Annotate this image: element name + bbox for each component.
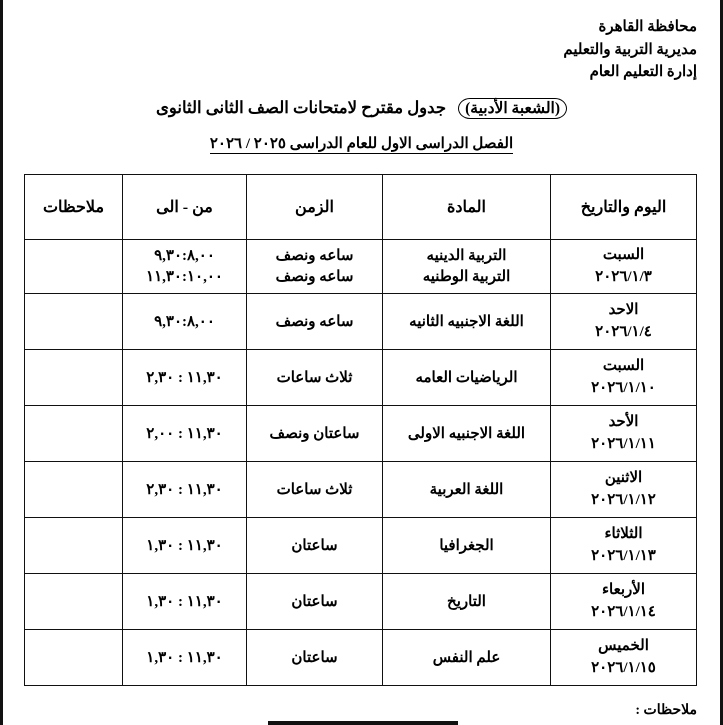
cell-time: ١١,٣٠ : ٢,٣٠ — [123, 350, 247, 406]
date-daynum: ٢٠٢٦/١/١٥ — [591, 659, 656, 676]
cell-subject: الرياضيات العامه — [383, 350, 551, 406]
cell-notes — [25, 574, 123, 630]
header-administration: إدارة التعليم العام — [589, 64, 697, 80]
date-dayname: الأربعاء — [601, 581, 645, 598]
cell-duration: ساعتان — [247, 630, 383, 686]
cell-time: ١١,٣٠ : ٢,٣٠ — [123, 462, 247, 518]
date-dayname: السبت — [602, 357, 645, 374]
subtitle-text: الفصل الدراسى الاول للعام الدراسى ٢٠٢٥ / ٢٠٢٦ — [209, 136, 514, 152]
cell-date — [551, 406, 697, 462]
header-governorate: محافظة القاهرة — [598, 19, 697, 35]
table-row — [25, 406, 697, 462]
cell-duration: ساعتان ونصف — [247, 406, 383, 462]
date-dayname: الثلاثاء — [604, 525, 643, 542]
date-daynum: ٢٠٢٦/١/١٣ — [591, 547, 656, 564]
cell-time: ١١,٣٠ : ٢,٠٠ — [123, 406, 247, 462]
cell-duration: ثلاث ساعات — [247, 350, 383, 406]
date-daynum: ٢٠٢٦/١/٣ — [595, 268, 652, 285]
date-daynum: ٢٠٢٦/١/٤ — [595, 323, 652, 340]
exam-schedule-table — [24, 174, 697, 686]
cell-time — [123, 240, 247, 294]
cell-notes — [25, 630, 123, 686]
table-row — [25, 240, 697, 294]
time-line: ١١,٣٠:١٠,٠٠ — [146, 268, 223, 285]
date-daynum: ٢٠٢٦/١/١٤ — [591, 603, 656, 620]
cell-subject: علم النفس — [383, 630, 551, 686]
subject-line: التربية الدينيه — [426, 248, 507, 265]
table-row — [25, 518, 697, 574]
cell-duration: ثلاث ساعات — [247, 462, 383, 518]
cell-subject: اللغة العربية — [383, 462, 551, 518]
cell-notes — [25, 350, 123, 406]
cell-subject — [383, 240, 551, 294]
table-row — [25, 350, 697, 406]
table-row — [25, 630, 697, 686]
date-daynum: ٢٠٢٦/١/١٠ — [591, 379, 656, 396]
column-header-duration: الزمن — [247, 175, 383, 240]
table-row — [25, 462, 697, 518]
header-directorate: مديرية التربية والتعليم — [563, 41, 697, 58]
cell-duration — [247, 240, 383, 294]
cell-notes — [25, 518, 123, 574]
cell-subject: الجغرافيا — [383, 518, 551, 574]
duration-line: ساعه ونصف — [275, 248, 354, 265]
cell-date — [551, 294, 697, 350]
date-dayname: السبت — [602, 246, 645, 263]
duration-line: ساعه ونصف — [275, 268, 354, 285]
page-bottom-border — [268, 721, 458, 725]
date-daynum: ٢٠٢٦/١/١٢ — [591, 491, 656, 508]
page-title — [0, 98, 723, 119]
title-main-text: جدول مقترح لامتحانات الصف الثانى الثانوى — [155, 98, 447, 117]
cell-date — [551, 518, 697, 574]
cell-date — [551, 574, 697, 630]
title-section-badge: (الشعبة الأدبية) — [458, 98, 567, 119]
table-row — [25, 574, 697, 630]
cell-notes — [25, 240, 123, 294]
cell-date — [551, 462, 697, 518]
cell-time: ١١,٣٠ : ١,٣٠ — [123, 574, 247, 630]
cell-date — [551, 630, 697, 686]
table-body — [25, 240, 697, 686]
document-header — [563, 16, 697, 84]
footer-notes-label: ملاحظات : — [635, 703, 697, 718]
date-dayname: الأحد — [608, 413, 639, 430]
table-header — [25, 175, 697, 240]
cell-time: ٩,٣٠:٨,٠٠ — [123, 294, 247, 350]
date-dayname: الاحد — [608, 301, 639, 318]
table-header-row — [25, 175, 697, 240]
subject-line: التربية الوطنيه — [422, 268, 511, 285]
time-line: ٩,٣٠:٨,٠٠ — [154, 248, 215, 265]
cell-notes — [25, 462, 123, 518]
cell-time: ١١,٣٠ : ١,٣٠ — [123, 630, 247, 686]
cell-duration: ساعتان — [247, 574, 383, 630]
date-daynum: ٢٠٢٦/١/١١ — [591, 435, 656, 452]
column-header-date: اليوم والتاريخ — [551, 175, 697, 240]
column-header-subject: المادة — [383, 175, 551, 240]
column-header-time: من - الى — [123, 175, 247, 240]
cell-duration: ساعتان — [247, 518, 383, 574]
date-dayname: الاثنين — [604, 469, 643, 486]
column-header-notes: ملاحظات — [25, 175, 123, 240]
cell-time: ١١,٣٠ : ١,٣٠ — [123, 518, 247, 574]
table-row — [25, 294, 697, 350]
cell-duration: ساعه ونصف — [247, 294, 383, 350]
page-subtitle — [0, 134, 723, 153]
cell-subject: التاريخ — [383, 574, 551, 630]
cell-subject: اللغة الاجنبيه الثانيه — [383, 294, 551, 350]
cell-date — [551, 350, 697, 406]
cell-notes — [25, 406, 123, 462]
cell-date — [551, 240, 697, 294]
cell-notes — [25, 294, 123, 350]
cell-subject: اللغة الاجنبيه الاولى — [383, 406, 551, 462]
date-dayname: الخميس — [598, 637, 649, 654]
